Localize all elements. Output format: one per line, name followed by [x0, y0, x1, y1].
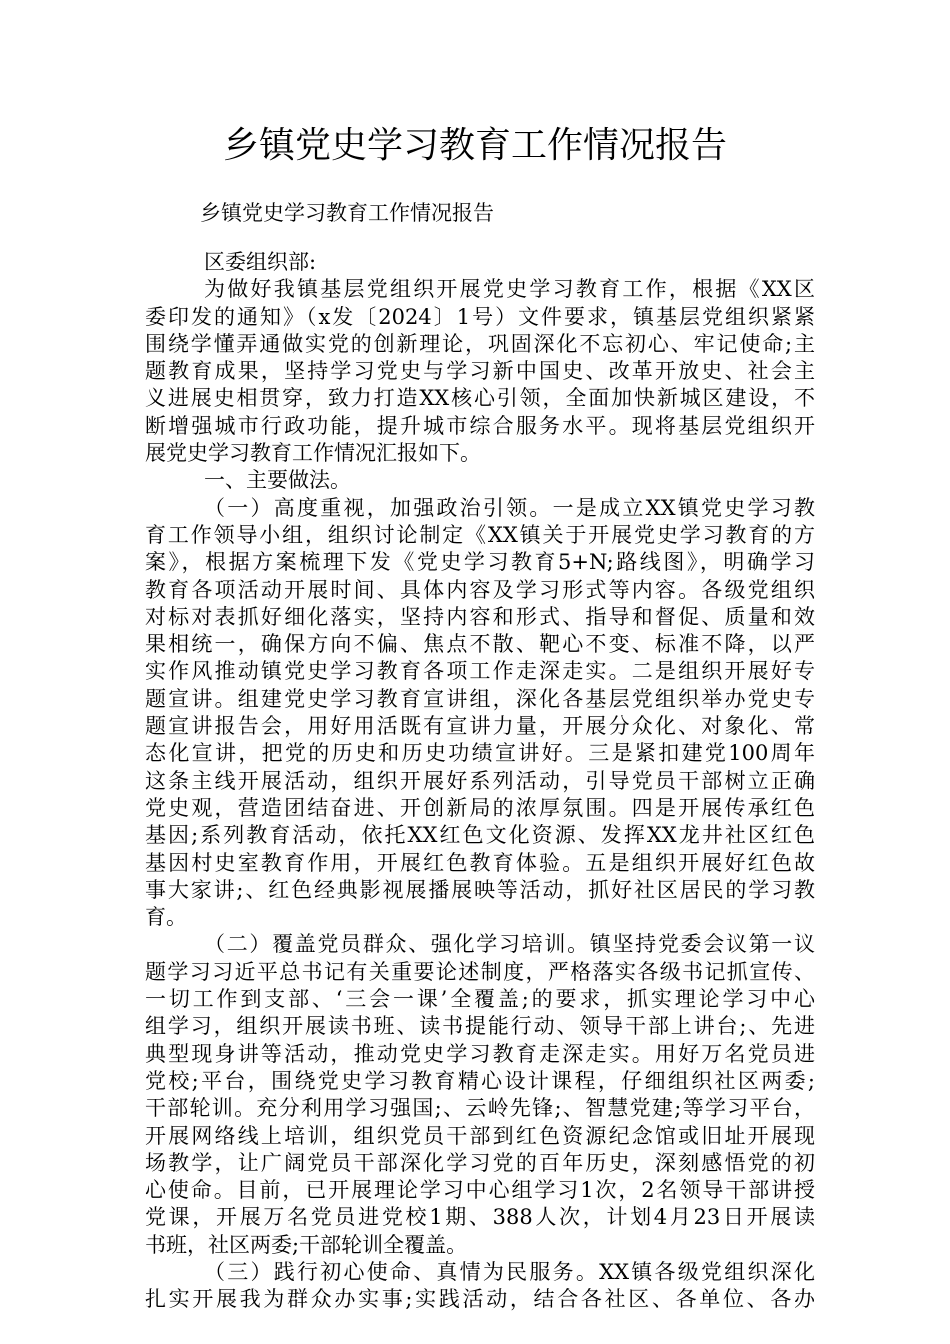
body-line: 事大家讲;、红色经典影视展播展映等活动，抓好社区居民的学习教	[145, 877, 815, 902]
body-line: 这条主线开展活动，组织开展好系列活动，引导党员干部树立正确	[145, 768, 815, 793]
body-line: 扎实开展我为群众办实事;实践活动，结合各社区、各单位、各办	[145, 1287, 815, 1312]
body-line: 题宣讲报告会，用好用活既有宣讲力量，开展分众化、对象化、常	[145, 714, 815, 739]
body-line: 一、主要做法。	[204, 468, 351, 493]
body-line: 组学习，组织开展读书班、读书提能行动、领导干部上讲台;、先进	[145, 1014, 815, 1039]
body-line: 对标对表抓好细化落实，坚持内容和形式、指导和督促、质量和效	[145, 604, 815, 629]
body-line: 义进展史相贯穿，致力打造XX核心引领，全面加快新城区建设，不	[145, 386, 815, 411]
body-line: 态化宣讲，把党的历史和历史功绩宣讲好。三是紧扣建党100周年	[145, 741, 815, 766]
body-line: 心使命。目前，已开展理论学习中心组学习1次，2名领导干部讲授	[145, 1178, 815, 1203]
body-line: 基因村史室教育作用，开展红色教育体验。五是组织开展好红色故	[145, 850, 815, 875]
body-line: 党校;平台，围绕党史学习教育精心设计课程，仔细组织社区两委;	[145, 1068, 815, 1093]
body-line: 育。	[145, 905, 187, 930]
body-line: 场教学，让广阔党员干部深化学习党的百年历史，深刻感悟党的初	[145, 1150, 815, 1175]
body-line: 干部轮训。充分利用学习强国;、云岭先锋;、智慧党建;等学习平台，	[145, 1096, 815, 1121]
body-line: 区委组织部:	[204, 250, 317, 274]
body-line: 题教育成果，坚持学习党史与学习新中国史、改革开放史、社会主	[145, 359, 815, 384]
body-line: 教育各项活动开展时间、具体内容及学习形式等内容。各级党组织	[145, 577, 815, 602]
body-line: 题学习习近平总书记有关重要论述制度，严格落实各级书记抓宣传、	[145, 959, 815, 984]
body-line: 开展网络线上培训，组织党员干部到红色资源纪念馆或旧址开展现	[145, 1123, 815, 1148]
body-line: 案》，根据方案梳理下发《党史学习教育5+N;路线图》，明确学习	[145, 550, 815, 575]
body-line: 围绕学懂弄通做实党的创新理论，巩固深化不忘初心、牢记使命;主	[145, 331, 815, 356]
body-line: 实作风推动镇党史学习教育各项工作走深走实。二是组织开展好专	[145, 659, 815, 684]
body-line: 育工作领导小组，组织讨论制定《XX镇关于开展党史学习教育的方	[145, 522, 815, 547]
body-line: 党课，开展万名党员进党校1期、388人次，计划4月23日开展读	[145, 1205, 815, 1230]
body-line: 为做好我镇基层党组织开展党史学习教育工作，根据《XX区	[204, 277, 815, 302]
body-line: 展党史学习教育工作情况汇报如下。	[145, 441, 481, 466]
document-subtitle: 乡镇党史学习教育工作情况报告	[200, 201, 494, 225]
body-line: 委印发的通知》（x发〔2024〕1号）文件要求，镇基层党组织紧紧	[145, 304, 815, 329]
body-line: 基因;系列教育活动，依托XX红色文化资源、发挥XX龙井社区红色	[145, 823, 815, 848]
body-line: 题宣讲。组建党史学习教育宣讲组，深化各基层党组织举办党史专	[145, 686, 815, 711]
body-line: （三）践行初心使命、真情为民服务。XX镇各级党组织深化	[204, 1259, 815, 1284]
body-line: 果相统一，确保方向不偏、焦点不散、靶心不变、标准不降，以严	[145, 632, 815, 657]
body-line: （一）高度重视，加强政治引领。一是成立XX镇党史学习教	[204, 495, 815, 520]
body-line: 一切工作到支部、‘三会一课’全覆盖;的要求，抓实理论学习中心	[145, 987, 815, 1012]
body-line: 书班，社区两委;干部轮训全覆盖。	[145, 1232, 468, 1257]
document-title: 乡镇党史学习教育工作情况报告	[222, 125, 727, 166]
body-line: 典型现身讲等活动，推动党史学习教育走深走实。用好万名党员进	[145, 1041, 815, 1066]
body-line: 断增强城市行政功能，提升城市综合服务水平。现将基层党组织开	[145, 413, 815, 438]
document-body	[145, 249, 815, 1314]
body-line: （二）覆盖党员群众、强化学习培训。镇坚持党委会议第一议	[204, 932, 815, 957]
body-line: 党史观，营造团结奋进、开创新局的浓厚氛围。四是开展传承红色	[145, 795, 815, 820]
